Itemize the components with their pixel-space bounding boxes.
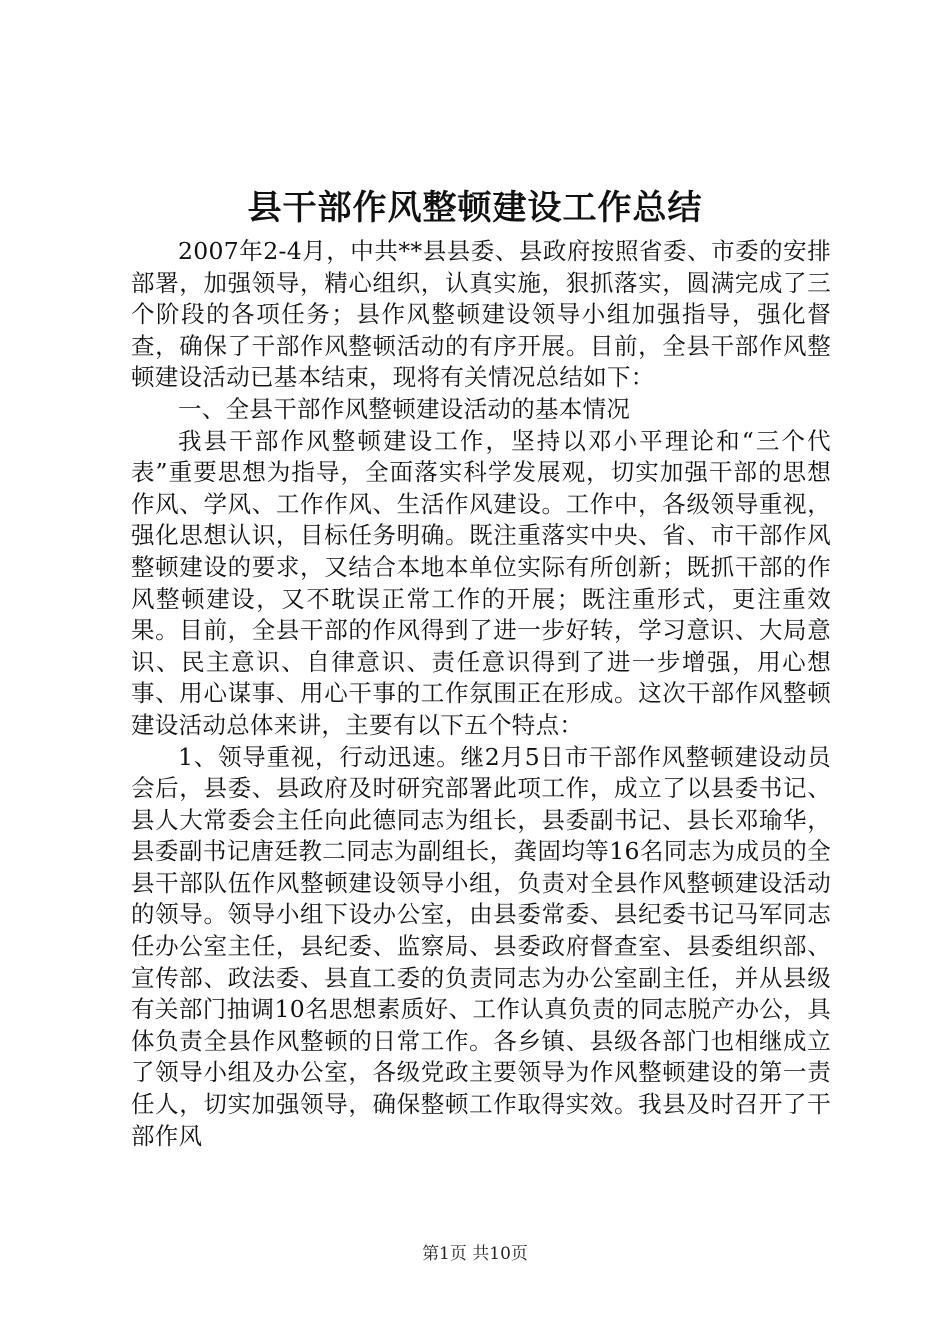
- document-title: 县干部作风整顿建设工作总结: [247, 188, 703, 228]
- section-heading: 一、全县干部作风整顿建设活动的基本情况: [178, 394, 631, 423]
- paragraph-intro: 2007年2-4月，中共**县县委、县政府按照省委、市委的安排部署，加强领导，精心组织，认真实施，狠抓落实，圆满完成了三个阶段的各项任务；县作风整顿建设领导小组加强指导，强化督查，确保了干部作风整顿活动的有序开展。目前，全县干部作风整顿建设活动已基本结束，现将有关情况总结如下：: [131, 237, 831, 392]
- paragraph-overview: 我县干部作风整顿建设工作，坚持以邓小平理论和“三个代表”重要思想为指导，全面落实科学发展观，切实加强干部的思想作风、学风、工作作风、生活作风建设。工作中，各级领导重视，强化思想认识，目标任务明确。既注重落实中央、省、市干部作风整顿建设的要求，又结合本地本单位实际有所创新；既抓干部的作风整顿建设，又不耽误正常工作的开展；既注重形式，更注重效果。目前，全县干部的作风得到了进一步好转，学习意识、大局意识、民主意识、自律意识、责任意识得到了进一步增强，用心想事、用心谋事、用心干事的工作氛围正在形成。这次干部作风整顿建设活动总体来讲，主要有以下五个特点：: [131, 426, 831, 739]
- paragraph-point-1: 1、领导重视，行动迅速。继2月5日市干部作风整顿建设动员会后，县委、县政府及时研究部署此项工作，成立了以县委书记、县人大常委会主任向此德同志为组长，县委副书记、县长邓瑜华，县委副书记唐廷教二同志为副组长，龚固均等16名同志为成员的全县干部队伍作风整顿建设领导小组，负责对全县作风整顿建设活动的领导。领导小组下设办公室，由县委常委、县纪委书记马军同志任办公室主任，县纪委、监察局、县委政府督查室、县委组织部、宣传部、政法委、县直工委的负责同志为办公室副主任，并从县级有关部门抽调10名思想素质好、工作认真负责的同志脱产办公，具体负责全县作风整顿的日常工作。各乡镇、县级各部门也相继成立了领导小组及办公室，各级党政主要领导为作风整顿建设的第一责任人，切实加强领导，确保整顿工作取得实效。我县及时召开了干部作风: [131, 742, 831, 1150]
- document-body: [131, 236, 831, 1152]
- page-footer: 第1页 共10页: [422, 1244, 528, 1264]
